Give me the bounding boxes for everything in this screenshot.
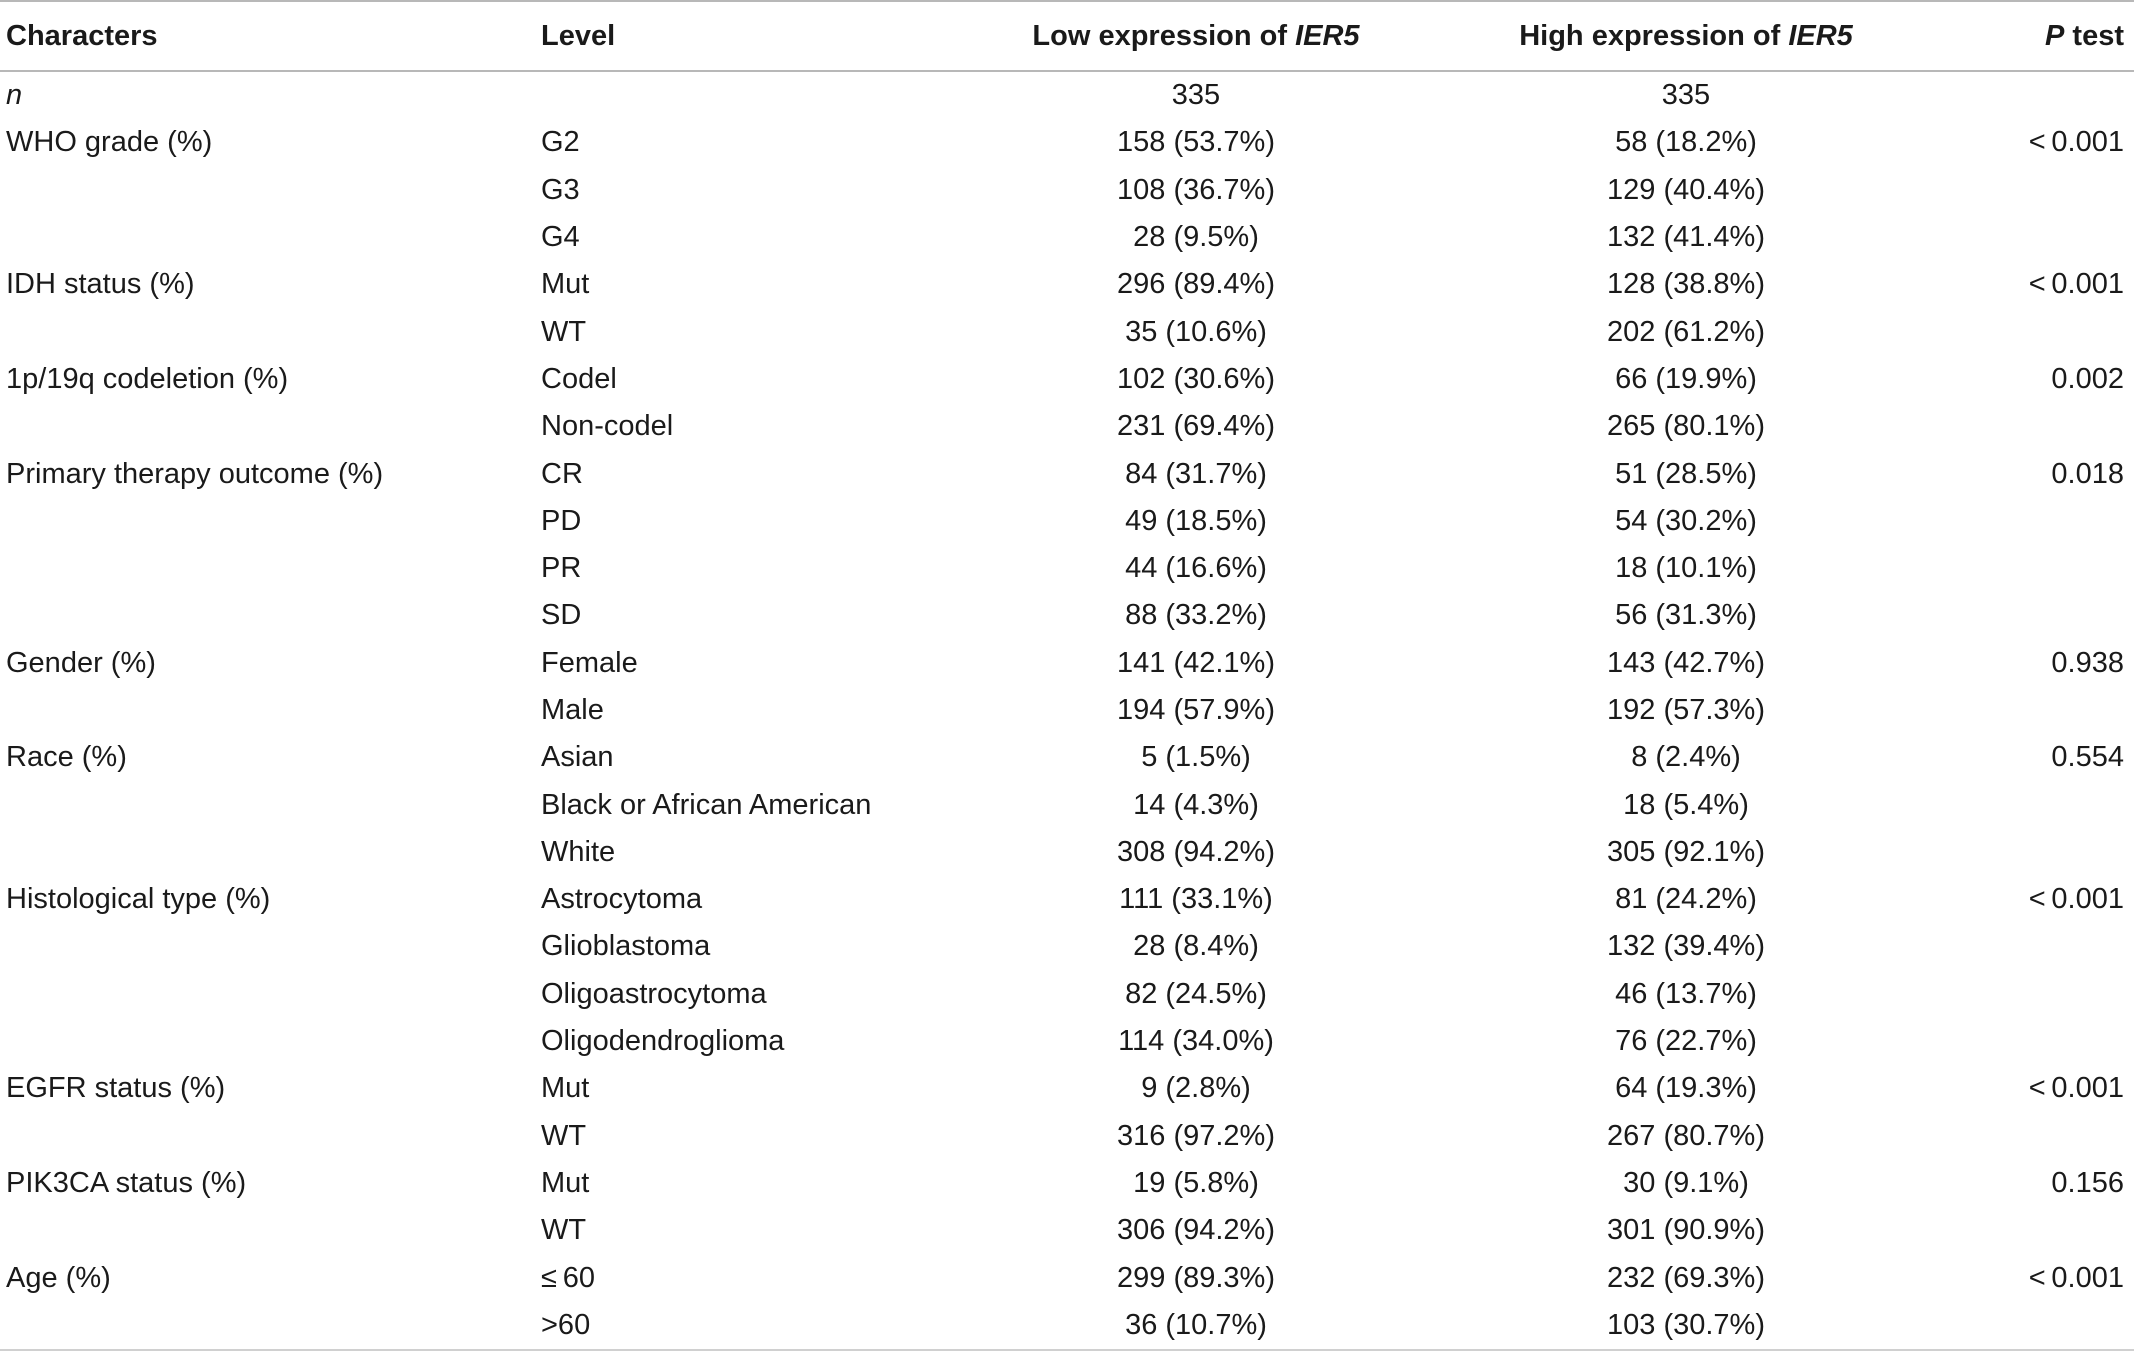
cell-high-expression: 8 (2.4%) xyxy=(1631,741,1741,774)
cell-level: Male xyxy=(541,694,604,726)
cell-low-expression: 28 (9.5%) xyxy=(1133,221,1259,254)
cell-high-expression: 143 (42.7%) xyxy=(1607,646,1765,679)
cell-p-test xyxy=(1966,167,2134,214)
table-body xyxy=(0,71,2134,1350)
cell-level: Non-codel xyxy=(541,410,674,443)
cell-low-expression: 296 (89.4%) xyxy=(1117,268,1275,301)
cell-low-expression: 36 (10.7%) xyxy=(1125,1308,1267,1341)
table-row xyxy=(0,1254,2134,1301)
cell-p-test xyxy=(1966,781,2134,828)
table-row xyxy=(0,545,2134,592)
cell-high-expression: 81 (24.2%) xyxy=(1615,883,1757,916)
cell-level: G3 xyxy=(541,173,580,206)
cell-p-test xyxy=(1966,403,2134,450)
cell-p-test: < 0.001 xyxy=(2028,1072,2124,1105)
cell-level: >60 xyxy=(541,1308,591,1341)
cell-p-test xyxy=(1966,1207,2134,1254)
cell-low-expression: 82 (24.5%) xyxy=(1125,977,1267,1010)
header-high-gene: IER5 xyxy=(1788,19,1853,52)
table-row xyxy=(0,923,2134,970)
cell-low-expression: 316 (97.2%) xyxy=(1117,1119,1275,1152)
cell-p-test: 0.938 xyxy=(2051,646,2124,679)
cell-level: CR xyxy=(541,457,583,490)
cell-characters xyxy=(0,1302,541,1350)
cell-high-expression: 56 (31.3%) xyxy=(1615,599,1757,632)
cell-low-expression: 299 (89.3%) xyxy=(1117,1261,1275,1294)
cell-characters: EGFR status (%) xyxy=(6,1072,226,1105)
cell-characters xyxy=(0,214,541,261)
cell-low-expression: 102 (30.6%) xyxy=(1117,362,1275,395)
cell-p-test xyxy=(1966,829,2134,876)
cell-low-expression: 108 (36.7%) xyxy=(1117,173,1275,206)
table-row xyxy=(0,876,2134,923)
cell-level: Astrocytoma xyxy=(541,883,703,916)
table-row xyxy=(0,450,2134,497)
cell-p-test: 0.002 xyxy=(2051,362,2124,395)
cell-low-expression: 335 xyxy=(1171,79,1221,112)
cell-p-test xyxy=(1966,1302,2134,1350)
cell-low-expression: 88 (33.2%) xyxy=(1125,599,1267,632)
cell-high-expression: 335 xyxy=(1661,79,1711,112)
cell-high-expression: 103 (30.7%) xyxy=(1607,1308,1765,1341)
cell-characters: Race (%) xyxy=(6,741,127,774)
cell-characters: IDH status (%) xyxy=(6,268,195,301)
cell-characters xyxy=(0,1207,541,1254)
cell-p-test: 0.018 xyxy=(2051,457,2124,490)
cell-level: SD xyxy=(541,599,582,632)
cell-characters xyxy=(0,829,541,876)
cell-level: WT xyxy=(541,315,587,348)
cell-level: ≤ 60 xyxy=(541,1261,595,1294)
cell-p-test xyxy=(1966,308,2134,355)
cell-level: Glioblastoma xyxy=(541,930,711,963)
cell-low-expression: 49 (18.5%) xyxy=(1125,504,1267,537)
cell-characters: WHO grade (%) xyxy=(6,126,213,159)
cell-p-test: < 0.001 xyxy=(2028,883,2124,916)
cell-level: PR xyxy=(541,552,582,585)
cell-p-test: < 0.001 xyxy=(2028,268,2124,301)
cell-p-test xyxy=(1966,592,2134,639)
table-row xyxy=(0,640,2134,687)
table-header xyxy=(0,1,2134,71)
cell-level: Mut xyxy=(541,268,590,301)
table-row xyxy=(0,971,2134,1018)
cell-level: White xyxy=(541,835,616,868)
cell-level: Oligodendroglioma xyxy=(541,1025,785,1058)
cell-p-test: 0.554 xyxy=(2051,741,2124,774)
table-row xyxy=(0,829,2134,876)
cell-low-expression: 84 (31.7%) xyxy=(1125,457,1267,490)
table-row xyxy=(0,1065,2134,1112)
table-row xyxy=(0,734,2134,781)
table-row xyxy=(0,498,2134,545)
cell-high-expression: 132 (41.4%) xyxy=(1607,221,1765,254)
header-p-suffix: test xyxy=(2064,19,2124,52)
cell-high-expression: 51 (28.5%) xyxy=(1615,457,1757,490)
table-row xyxy=(0,1113,2134,1160)
header-low-gene: IER5 xyxy=(1295,19,1360,52)
cell-characters xyxy=(0,498,541,545)
cell-p-test: < 0.001 xyxy=(2028,1261,2124,1294)
table-row xyxy=(0,261,2134,308)
cell-level: Asian xyxy=(541,741,614,774)
cell-level: Female xyxy=(541,646,638,679)
cell-p-test xyxy=(1966,214,2134,261)
cell-characters xyxy=(0,1113,541,1160)
header-low-expression xyxy=(986,1,1406,71)
cell-characters xyxy=(0,545,541,592)
cell-characters xyxy=(0,781,541,828)
cell-low-expression: 111 (33.1%) xyxy=(1119,883,1273,916)
header-high-prefix: High expression of xyxy=(1519,19,1789,52)
table-row xyxy=(0,687,2134,734)
cell-high-expression: 305 (92.1%) xyxy=(1607,835,1765,868)
cell-low-expression: 14 (4.3%) xyxy=(1133,788,1259,821)
cell-p-test: < 0.001 xyxy=(2028,126,2124,159)
cell-characters: Histological type (%) xyxy=(6,883,271,916)
cell-high-expression: 66 (19.9%) xyxy=(1615,362,1757,395)
cell-p-test xyxy=(1966,687,2134,734)
cell-level: Mut xyxy=(541,1166,590,1199)
cell-p-test: 0.156 xyxy=(2051,1166,2124,1199)
cell-high-expression: 192 (57.3%) xyxy=(1607,694,1765,726)
cell-high-expression: 46 (13.7%) xyxy=(1615,977,1757,1010)
table-row xyxy=(0,1302,2134,1350)
table-row xyxy=(0,214,2134,261)
cell-low-expression: 9 (2.8%) xyxy=(1141,1072,1251,1105)
cell-characters: Age (%) xyxy=(6,1261,111,1294)
cell-characters xyxy=(0,592,541,639)
cell-high-expression: 265 (80.1%) xyxy=(1607,410,1765,443)
header-characters: Characters xyxy=(6,19,158,52)
cell-low-expression: 308 (94.2%) xyxy=(1117,835,1275,868)
cell-high-expression: 30 (9.1%) xyxy=(1623,1166,1749,1199)
cell-low-expression: 194 (57.9%) xyxy=(1117,694,1275,726)
table-row xyxy=(0,1160,2134,1207)
cell-p-test xyxy=(1966,71,2134,119)
cell-characters xyxy=(0,1018,541,1065)
cell-low-expression: 306 (94.2%) xyxy=(1117,1214,1275,1247)
cell-characters: Primary therapy outcome (%) xyxy=(6,457,384,490)
cell-level: PD xyxy=(541,504,582,537)
table-row xyxy=(0,71,2134,119)
header-p-italic: P xyxy=(2045,19,2065,52)
table-row xyxy=(0,781,2134,828)
cell-low-expression: 35 (10.6%) xyxy=(1125,315,1267,348)
table-row xyxy=(0,592,2134,639)
cell-level: Codel xyxy=(541,362,617,395)
cell-p-test xyxy=(1966,1113,2134,1160)
cell-characters xyxy=(0,167,541,214)
cell-high-expression: 202 (61.2%) xyxy=(1607,315,1765,348)
cell-low-expression: 114 (34.0%) xyxy=(1118,1025,1274,1058)
cell-high-expression: 54 (30.2%) xyxy=(1615,504,1757,537)
cell-high-expression: 64 (19.3%) xyxy=(1615,1072,1757,1105)
cell-p-test xyxy=(1966,498,2134,545)
cell-level: Oligoastrocytoma xyxy=(541,977,767,1010)
cell-level: G4 xyxy=(541,221,580,254)
cell-characters: PIK3CA status (%) xyxy=(6,1166,247,1199)
cell-low-expression: 231 (69.4%) xyxy=(1117,410,1275,443)
table-row xyxy=(0,119,2134,166)
cell-characters: Gender (%) xyxy=(6,646,156,679)
cell-high-expression: 18 (10.1%) xyxy=(1615,552,1757,585)
cell-characters: 1p/19q codeletion (%) xyxy=(6,362,289,395)
cell-high-expression: 232 (69.3%) xyxy=(1607,1261,1765,1294)
cell-p-test xyxy=(1966,545,2134,592)
table-row xyxy=(0,403,2134,450)
cell-high-expression: 58 (18.2%) xyxy=(1615,126,1757,159)
cell-low-expression: 5 (1.5%) xyxy=(1141,741,1251,774)
cell-high-expression: 301 (90.9%) xyxy=(1607,1214,1765,1247)
table-row xyxy=(0,308,2134,355)
table-row xyxy=(0,1018,2134,1065)
cell-level xyxy=(541,71,986,119)
cell-high-expression: 267 (80.7%) xyxy=(1607,1119,1765,1152)
cell-level: Black or African American xyxy=(541,788,872,821)
cell-characters xyxy=(0,403,541,450)
header-high-expression xyxy=(1406,1,1966,71)
cell-low-expression: 44 (16.6%) xyxy=(1125,552,1267,585)
cell-characters xyxy=(0,687,541,734)
table-row xyxy=(0,167,2134,214)
cell-characters xyxy=(0,308,541,355)
cell-characters xyxy=(0,971,541,1018)
cell-characters: n xyxy=(6,79,23,112)
cell-low-expression: 19 (5.8%) xyxy=(1133,1166,1259,1199)
header-low-prefix: Low expression of xyxy=(1032,19,1296,52)
cell-level: WT xyxy=(541,1214,587,1247)
cell-low-expression: 141 (42.1%) xyxy=(1117,646,1275,679)
header-p-test xyxy=(1966,1,2134,71)
cell-p-test xyxy=(1966,971,2134,1018)
cell-level: WT xyxy=(541,1119,587,1152)
cell-high-expression: 132 (39.4%) xyxy=(1607,930,1765,963)
header-row xyxy=(0,1,2134,71)
cell-high-expression: 128 (38.8%) xyxy=(1607,268,1765,301)
cell-high-expression: 18 (5.4%) xyxy=(1623,788,1749,821)
cell-low-expression: 158 (53.7%) xyxy=(1117,126,1275,159)
cell-level: G2 xyxy=(541,126,580,159)
cell-high-expression: 76 (22.7%) xyxy=(1615,1025,1757,1058)
cell-p-test xyxy=(1966,1018,2134,1065)
cell-high-expression: 129 (40.4%) xyxy=(1607,173,1765,206)
cell-p-test xyxy=(1966,923,2134,970)
header-level: Level xyxy=(541,19,616,52)
cell-level: Mut xyxy=(541,1072,590,1105)
cell-characters xyxy=(0,923,541,970)
table-row xyxy=(0,1207,2134,1254)
cell-low-expression: 28 (8.4%) xyxy=(1133,930,1259,963)
table-row xyxy=(0,356,2134,403)
